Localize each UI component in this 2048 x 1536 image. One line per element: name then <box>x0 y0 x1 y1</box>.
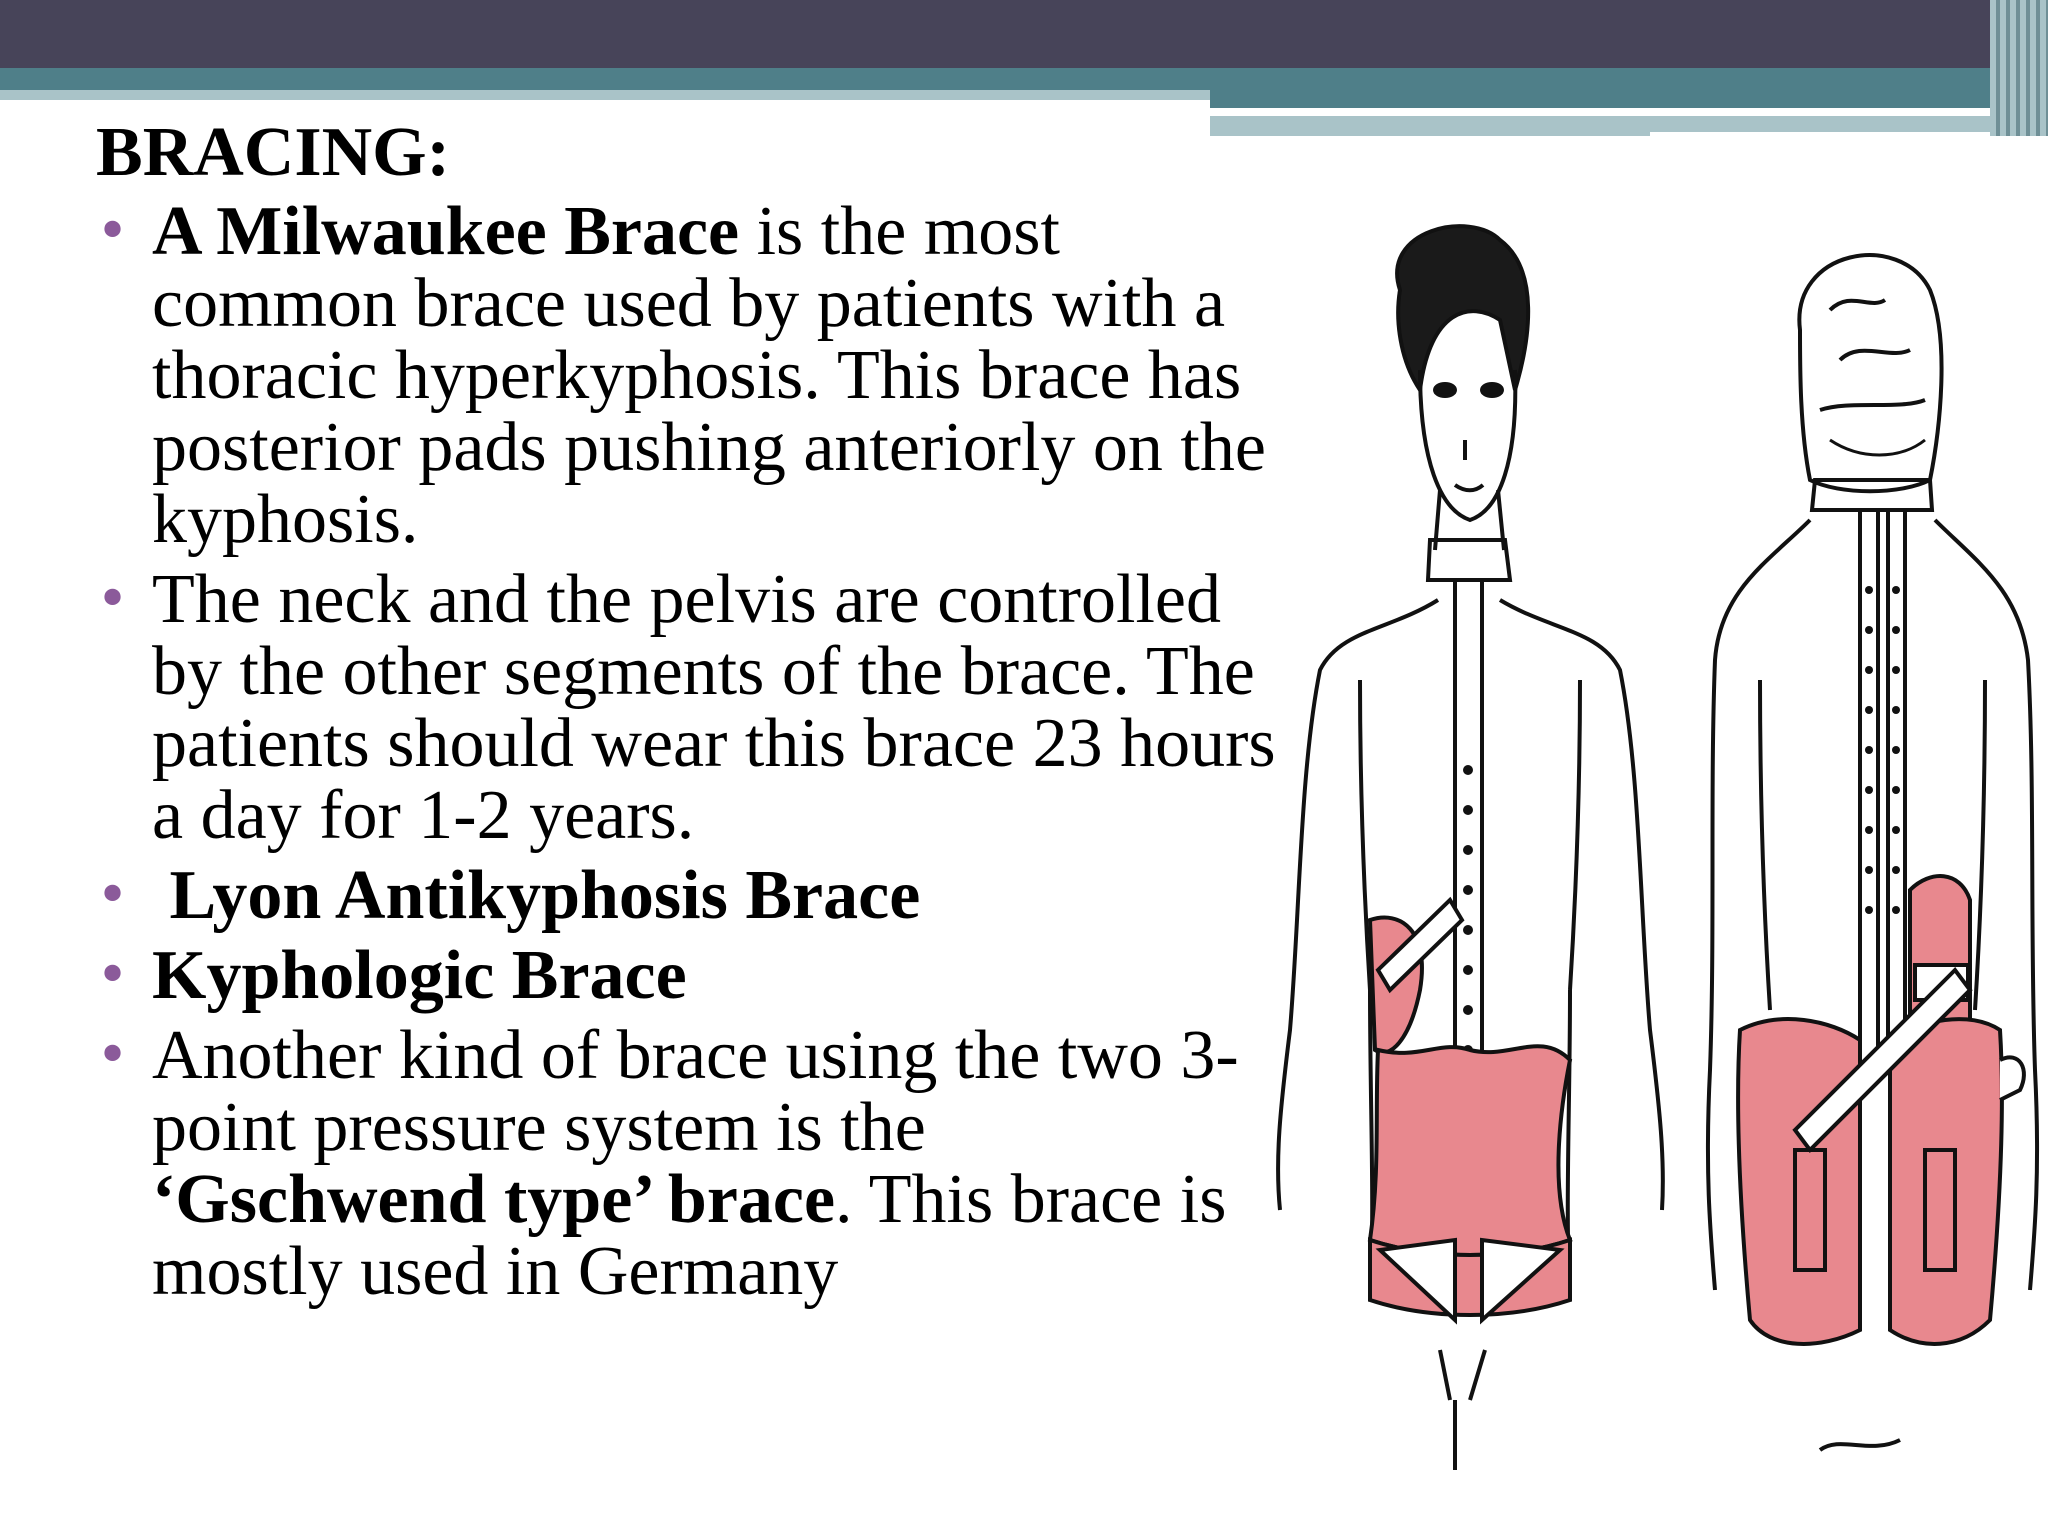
bullet-dot-icon: • <box>96 943 130 1008</box>
bullet-text: . This brace is mostly used in Germany <box>152 1161 1227 1310</box>
bullet-item-milwaukee <box>96 193 1276 558</box>
bullet-list <box>96 193 1276 1316</box>
bullet-dot-icon: • <box>96 863 130 928</box>
header-edge-strip <box>1990 0 2048 136</box>
bullet-item-neck-pelvis <box>96 561 1276 854</box>
slide-title: BRACING: <box>96 114 450 191</box>
bullet-item-lyon <box>96 857 1276 934</box>
header-light-band <box>0 90 1210 100</box>
bullet-bold-text: Lyon Antikyphosis Brace <box>152 857 921 934</box>
bullet-dot-icon: • <box>96 567 130 632</box>
bullet-dot-icon: • <box>96 199 130 264</box>
bullet-dot-icon: • <box>96 1023 130 1088</box>
bullet-text: is the most common brace used by patients with a thoracic hyperkyphosis. This brace has posterior pads pushing anteriorly on the kyphosis. <box>152 193 1266 558</box>
header-bar <box>0 0 2048 68</box>
header-white-line <box>1650 132 2010 138</box>
bullet-item-kyphologic <box>96 937 1276 1014</box>
bullet-bold-text: Kyphologic Brace <box>152 937 687 1014</box>
bullet-bold-text: ‘Gschwend type’ brace <box>152 1161 836 1238</box>
bullet-item-gschwend <box>96 1017 1276 1310</box>
bullet-text: The neck and the pelvis are controlled by the other segments of the brace. The patients should wear this brace 23 hours a day for 1-2 years. <box>152 561 1276 854</box>
header-light-tail <box>1210 108 2010 116</box>
bullet-text: Another kind of brace using the two 3-point pressure system is the <box>152 1017 1239 1166</box>
person-back-view-icon <box>1700 210 2048 1480</box>
header-accent-tail <box>1210 90 2010 108</box>
person-front-view-icon <box>1270 210 1670 1480</box>
header-accent-band <box>0 68 2000 90</box>
bullet-bold-text: A Milwaukee Brace <box>152 193 740 270</box>
